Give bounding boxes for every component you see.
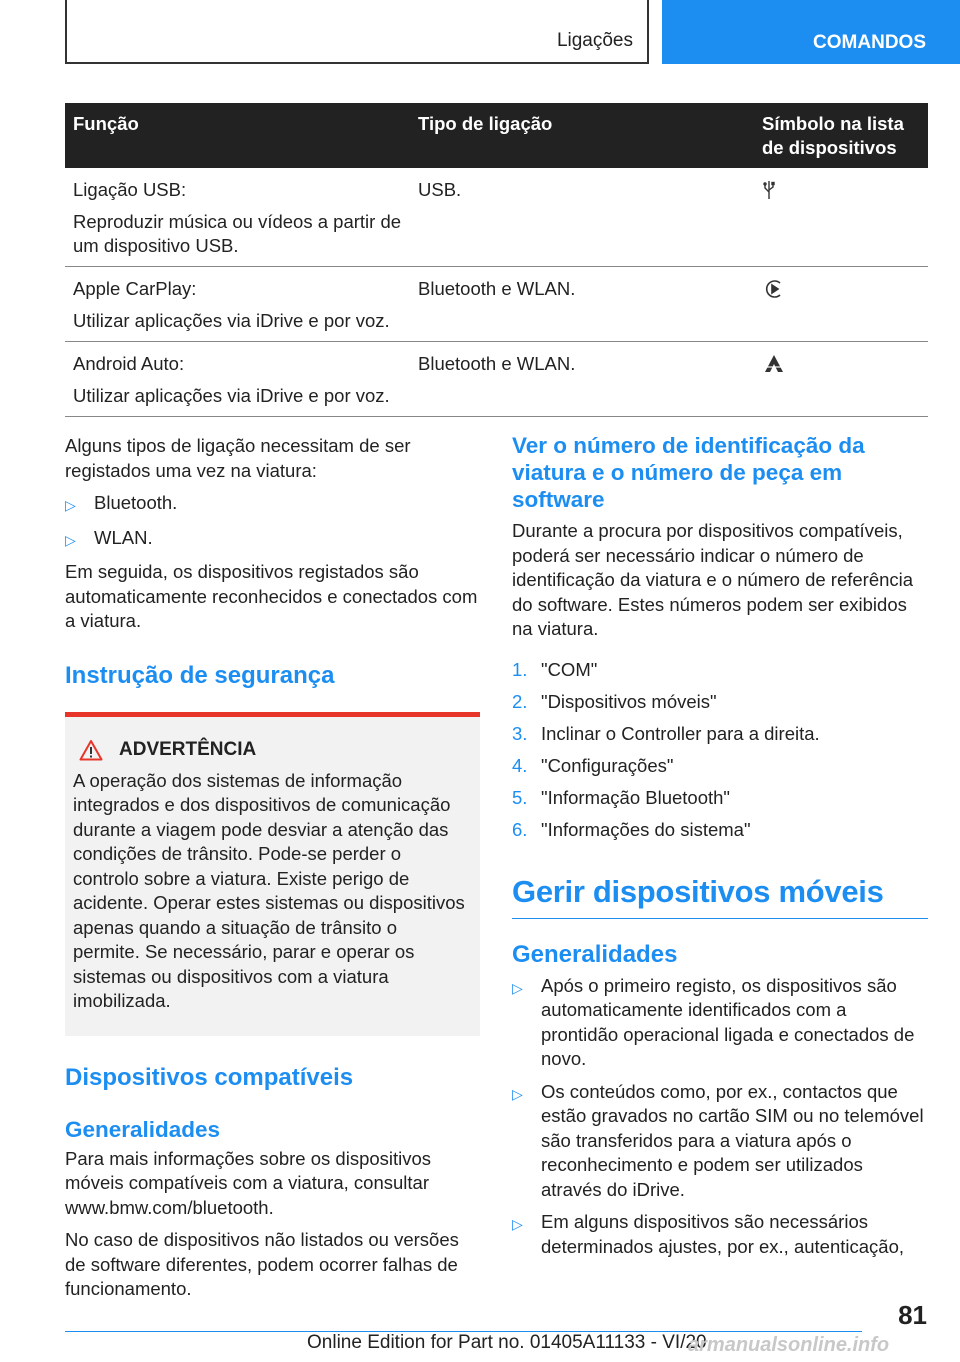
table-cell-symbol xyxy=(754,342,928,417)
step-text: "Dispositivos móveis" xyxy=(541,690,717,712)
bullet-triangle-icon: ▷ xyxy=(512,1085,523,1102)
warning-box xyxy=(65,712,480,1036)
function-title: Apple CarPlay: xyxy=(73,278,197,299)
list-item xyxy=(512,1210,928,1259)
list-item xyxy=(512,690,928,714)
warning-title-row xyxy=(73,739,468,761)
bullet-triangle-icon: ▷ xyxy=(65,497,76,513)
list-item-text: Após o primeiro registo, os dispositivos são automaticamente identificados com a prontidão operacional ligada e conectados de novo. xyxy=(541,974,915,1069)
right-column xyxy=(512,432,928,1267)
safety-heading: Instrução de segurança xyxy=(65,661,335,689)
step-text: "Informações do sistema" xyxy=(541,818,751,840)
general-heading: Generalidades xyxy=(512,940,678,968)
table-header-function: Função xyxy=(65,103,410,168)
step-number: 2. xyxy=(512,690,528,712)
step-text: Inclinar o Controller para a direita. xyxy=(541,722,820,744)
table-row xyxy=(65,342,928,417)
table-cell-function xyxy=(65,342,410,417)
general-heading: Generalidades xyxy=(65,1116,221,1142)
step-number: 5. xyxy=(512,786,528,808)
bullet-triangle-icon: ▷ xyxy=(512,1216,523,1232)
left-column xyxy=(65,434,480,1302)
function-description: Reproduzir música ou vídeos a partir de um dispositivo USB. xyxy=(73,211,402,256)
list-item-text: Em alguns dispositivos são necessários determinados ajustes, por ex., autenticação, xyxy=(541,1211,905,1257)
table-header-row xyxy=(65,103,928,168)
list-item xyxy=(512,818,928,842)
table-cell-type: Bluetooth e WLAN. xyxy=(410,342,754,417)
step-text: "Informação Bluetooth" xyxy=(541,786,730,808)
carplay-icon xyxy=(762,277,786,301)
list-item xyxy=(512,1080,928,1203)
header-chapter-title: COMANDOS xyxy=(813,32,926,53)
manage-devices-heading: Gerir dispositivos móveis xyxy=(512,874,928,919)
list-item xyxy=(512,786,928,810)
step-text: "COM" xyxy=(541,658,598,680)
footer-edition: Online Edition for Part no. 01405A11133 - VI/20 xyxy=(307,1332,707,1353)
header-section-box xyxy=(65,0,649,64)
table-cell-function xyxy=(65,168,410,267)
header-section-title: Ligações xyxy=(556,30,633,51)
table-cell-type: USB. xyxy=(410,168,754,267)
page-number: 81 xyxy=(898,1300,927,1330)
table-cell-function xyxy=(65,267,410,342)
warning-text: A operação dos sistemas de informação integrados e dos dispositivos de comunicação durante a viagem pode desviar a atenção das condições de trânsito. Pode-se perder o controlo sobre a viatura. Existe perigo de acidente. Operar estes sistemas ou dispositivos apenas quando a situação de trânsito o permite. Se necessário, parar e operar os sistemas ou dispositivos com a viatura imobilizada. xyxy=(73,769,465,1011)
header-chapter-tab xyxy=(662,0,960,64)
step-text: "Configurações" xyxy=(541,754,674,776)
table-row xyxy=(65,267,928,342)
warning-title: ADVERTÊNCIA xyxy=(119,738,257,760)
bullet-triangle-icon: ▷ xyxy=(512,979,523,996)
step-number: 1. xyxy=(512,658,528,680)
list-item xyxy=(512,722,928,746)
function-description: Utilizar aplicações via iDrive e por voz. xyxy=(73,310,390,331)
list-item xyxy=(512,974,928,1072)
step-number: 4. xyxy=(512,754,528,776)
compatible-devices-heading: Dispositivos compatíveis xyxy=(65,1063,354,1091)
list-item xyxy=(512,754,928,778)
watermark: armanualsonline.info xyxy=(688,1334,890,1356)
list-item-text: WLAN. xyxy=(94,526,153,548)
connection-types-table xyxy=(65,103,928,417)
function-title: Ligação USB: xyxy=(73,179,187,200)
android-auto-icon xyxy=(762,352,786,376)
list-item-text: Os conteúdos como, por ex., contactos que estão gravados no cartão SIM ou no telemóvel são transferidos para a viatura após o reconhecimento e podem ser utilizados através do iDrive. xyxy=(541,1080,924,1200)
table-header-connection-type: Tipo de ligação xyxy=(410,103,754,168)
table-cell-symbol xyxy=(754,267,928,342)
function-title: Android Auto: xyxy=(73,353,185,374)
table-header-symbol: Símbolo na lista de dispositivos xyxy=(754,103,928,168)
general-paragraph: No caso de dispositivos não listados ou versões de software diferentes, podem ocorrer falhas de funcionamento. xyxy=(65,1229,459,1299)
step-number: 3. xyxy=(512,722,528,744)
list-item xyxy=(65,526,480,553)
registration-after: Em seguida, os dispositivos registados são automaticamente reconhecidos e conectados com a viatura. xyxy=(65,561,478,631)
list-item-text: Bluetooth. xyxy=(94,492,178,513)
registration-intro: Alguns tipos de ligação necessitam de ser registados uma vez na viatura: xyxy=(65,435,411,481)
vin-paragraph: Durante a procura por dispositivos compatíveis, poderá ser necessário indicar o número de identificação da viatura e o número de referência do software. Estes números podem ser exibidos na viatura. xyxy=(512,520,914,639)
usb-icon xyxy=(762,178,786,202)
table-cell-type: Bluetooth e WLAN. xyxy=(410,267,754,342)
list-item xyxy=(65,491,480,518)
table-cell-symbol xyxy=(754,168,928,267)
vin-heading: Ver o número de identificação da viatura e o número de peça em software xyxy=(512,433,865,512)
step-number: 6. xyxy=(512,818,528,840)
list-item xyxy=(512,658,928,682)
warning-triangle-icon xyxy=(79,739,103,761)
general-paragraph: Para mais informações sobre os dispositivos móveis compatíveis com a viatura, consultar www.bmw.com/bluetooth. xyxy=(65,1147,432,1218)
function-description: Utilizar aplicações via iDrive e por voz. xyxy=(73,385,390,406)
bullet-triangle-icon: ▷ xyxy=(65,531,76,548)
table-row xyxy=(65,168,928,267)
